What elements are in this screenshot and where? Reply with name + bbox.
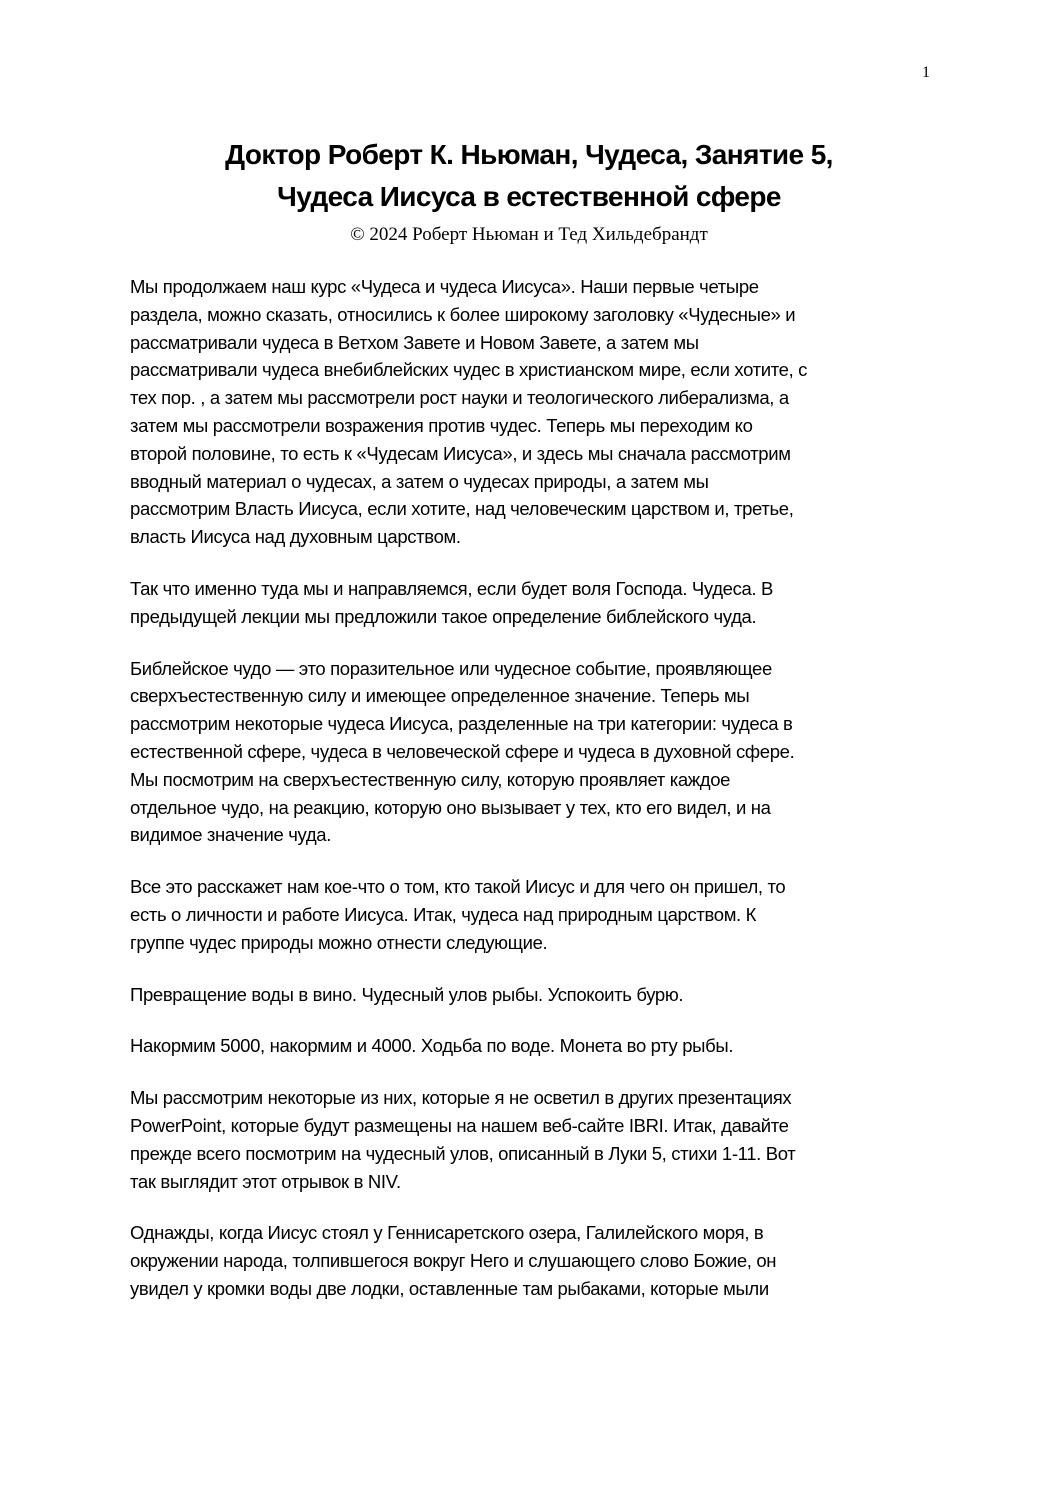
text-line: рассматривали чудеса в Ветхом Завете и Новом Завете, а затем мы <box>130 331 699 353</box>
text-line: второй половине, то есть к «Чудесам Иисуса», и здесь мы сначала рассмотрим <box>130 442 791 464</box>
paragraph <box>130 981 950 1009</box>
text-line: раздела, можно сказать, относились к более широкому заголовку «Чудесные» и <box>130 303 796 325</box>
text-line: прежде всего посмотрим на чудесный улов, описанный в Луки 5, стихи 1-11. Вот <box>130 1142 796 1164</box>
title-line: Доктор Роберт К. Ньюман, Чудеса, Занятие 5, <box>225 139 833 170</box>
text-line: так выглядит этот отрывок в NIV. <box>130 1170 401 1192</box>
text-line: Библейское чудо — это поразительное или чудесное событие, проявляющее <box>130 657 772 679</box>
text-line: Так что именно туда мы и направляемся, если будет воля Господа. Чудеса. В <box>130 577 773 599</box>
text-line: рассмотрим некоторые чудеса Иисуса, разделенные на три категории: чудеса в <box>130 713 793 735</box>
text-line: затем мы рассмотрели возражения против чудес. Теперь мы переходим ко <box>130 414 753 436</box>
text-line: Однажды, когда Иисус стоял у Геннисаретского озера, Галилейского моря, в <box>130 1222 764 1244</box>
paragraph <box>130 1084 950 1195</box>
document-title <box>0 134 1058 218</box>
paragraph <box>130 575 950 631</box>
document-body <box>130 273 950 1327</box>
text-line: окружении народа, толпившегося вокруг Него и слушающего слово Божие, он <box>130 1250 777 1272</box>
text-line: рассматривали чудеса внебиблейских чудес в христианском мире, если хотите, с <box>130 359 808 381</box>
paragraph <box>130 873 950 956</box>
text-line: власть Иисуса над духовным царством. <box>130 526 461 548</box>
text-line: Все это расскажет нам кое-что о том, кто такой Иисус и для чего он пришел, то <box>130 876 786 898</box>
paragraph <box>130 1219 950 1302</box>
page-number: 1 <box>922 64 930 81</box>
text-line: предыдущей лекции мы предложили такое определение библейского чуда. <box>130 605 757 627</box>
text-line: группе чудес природы можно отнести следующие. <box>130 931 548 953</box>
title-line: Чудеса Иисуса в естественной сфере <box>277 181 781 212</box>
text-line: видимое значение чуда. <box>130 824 332 846</box>
text-line: вводный материал о чудесах, а затем о чудесах природы, а затем мы <box>130 470 709 492</box>
text-line: есть о личности и работе Иисуса. Итак, чудеса над природным царством. К <box>130 903 757 925</box>
paragraph <box>130 273 950 551</box>
text-line: Мы рассмотрим некоторые из них, которые я не осветил в других презентациях <box>130 1087 792 1109</box>
text-line: Накормим 5000, накормим и 4000. Ходьба по воде. Монета во рту рыбы. <box>130 1035 734 1057</box>
text-line: Мы посмотрим на сверхъестественную силу, которую проявляет каждое <box>130 768 731 790</box>
text-line: сверхъестественную силу и имеющее определенное значение. Теперь мы <box>130 685 750 707</box>
text-line: увидел у кромки воды две лодки, оставленные там рыбаками, которые мыли <box>130 1277 769 1299</box>
text-line: тех пор. , а затем мы рассмотрели рост науки и теологического либерализма, а <box>130 387 789 409</box>
text-line: рассмотрим Власть Иисуса, если хотите, над человеческим царством и, третье, <box>130 498 794 520</box>
text-line: отдельное чудо, на реакцию, которую оно вызывает у тех, кто его видел, и на <box>130 796 771 818</box>
text-line: естественной сфере, чудеса в человеческой сфере и чудеса в духовной сфере. <box>130 740 795 762</box>
text-line: PowerPoint, которые будут размещены на нашем веб-сайте IBRI. Итак, давайте <box>130 1114 789 1136</box>
copyright-line: © 2024 Роберт Ньюман и Тед Хильдебрандт <box>350 224 708 245</box>
paragraph <box>130 655 950 850</box>
text-line: Мы продолжаем наш курс «Чудеса и чудеса Иисуса». Наши первые четыре <box>130 276 759 297</box>
paragraph <box>130 1032 950 1060</box>
text-line: Превращение воды в вино. Чудесный улов рыбы. Успокоить бурю. <box>130 983 684 1005</box>
